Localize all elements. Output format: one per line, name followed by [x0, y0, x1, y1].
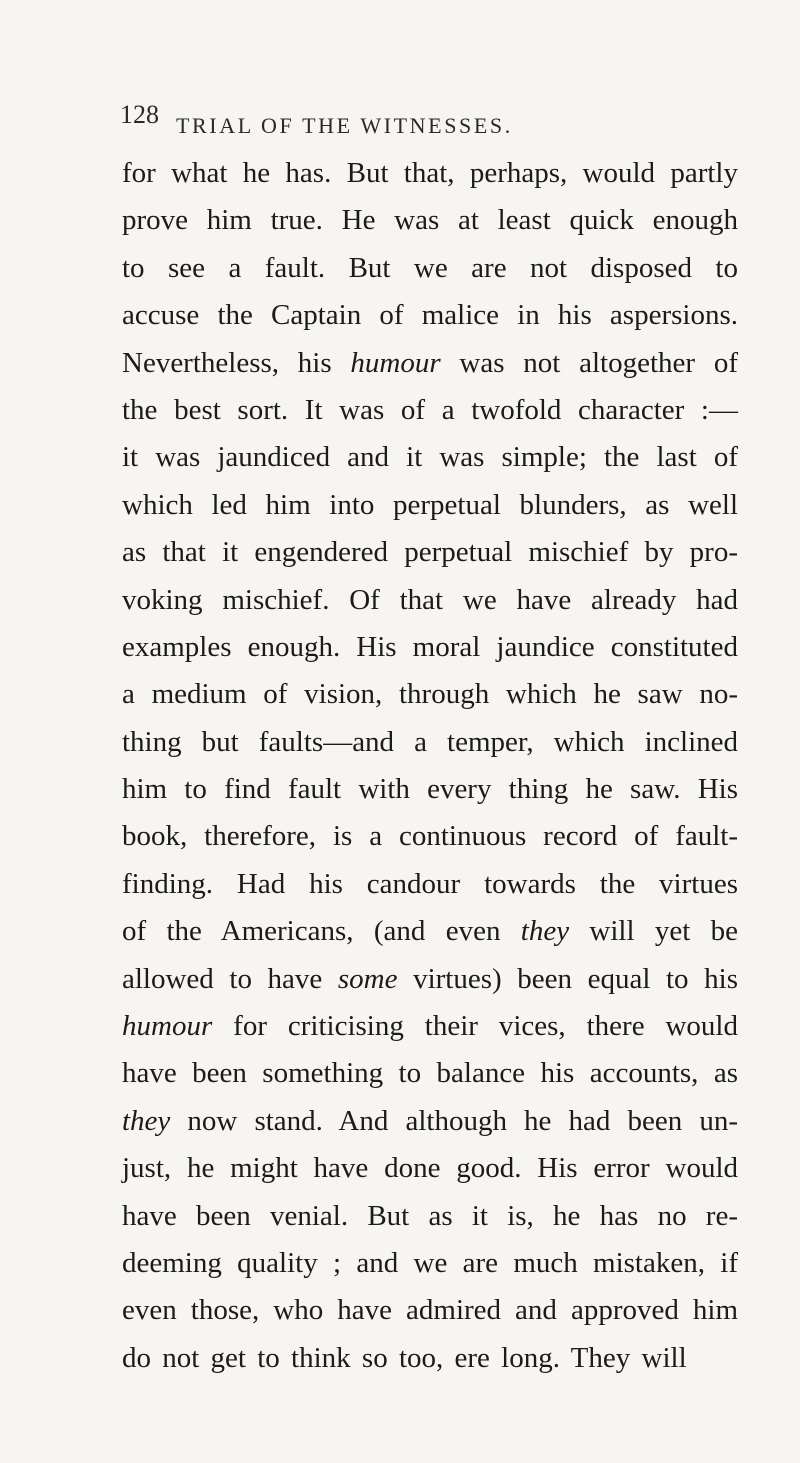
text-line-7: it was jaundiced and it was simple; the last of — [122, 441, 738, 474]
text-line-13: thing but faults—and a temper, which inclined — [122, 725, 738, 758]
text-line-5: Nevertheless, his humour was not altogether of — [122, 346, 738, 379]
text-line-25: even those, who have admired and approved him — [122, 1294, 738, 1327]
text-line-2: prove him true. He was at least quick enough — [122, 204, 738, 237]
emphasis: some — [337, 962, 398, 995]
text-line-22: just, he might have done good. His error would — [122, 1152, 738, 1185]
text-line-24: deeming quality ; and we are much mistaken, if — [122, 1246, 738, 1279]
text-line-6: the best sort. It was of a twofold character :— — [122, 393, 738, 426]
text-line-4: accuse the Captain of malice in his aspersions. — [122, 299, 738, 332]
text-line-9: as that it engendered perpetual mischief by pro- — [122, 536, 738, 569]
text-line-11: examples enough. His moral jaundice constituted — [122, 630, 738, 663]
text-line-21: they now stand. And although he had been un- — [122, 1104, 738, 1137]
text-line-23: have been venial. But as it is, he has no re- — [122, 1199, 738, 1232]
page-number: 128 — [120, 100, 159, 129]
running-title: TRIAL OF THE WITNESSES. — [176, 113, 513, 138]
text-line-20: have been something to balance his accounts, as — [122, 1057, 738, 1090]
text-line-8: which led him into perpetual blunders, as well — [122, 488, 738, 521]
text-line-18: allowed to have some virtues) been equal to his — [122, 962, 738, 995]
text-line-19: humour for criticising their vices, there would — [122, 1010, 738, 1043]
text-line-1: for what he has. But that, perhaps, would partly — [122, 157, 738, 189]
text-line-17: of the Americans, (and even they will yet be — [122, 915, 738, 948]
emphasis: humour — [122, 1010, 213, 1043]
text-line-12: a medium of vision, through which he saw no- — [122, 678, 738, 711]
text-line-16: finding. Had his candour towards the virtues — [122, 867, 738, 900]
emphasis: they — [520, 915, 570, 948]
emphasis: they — [122, 1104, 171, 1137]
text-line-15: book, therefore, is a continuous record of fault- — [122, 820, 738, 853]
text-line-3: to see a fault. But we are not disposed to — [122, 251, 738, 284]
emphasis: humour — [350, 346, 441, 379]
text-line-26: do not get to think so too, ere long. They will — [122, 1341, 687, 1374]
text-line-10: voking mischief. Of that we have already had — [122, 583, 738, 616]
text-line-14: him to find fault with every thing he saw. His — [122, 773, 738, 806]
body-text — [122, 150, 738, 1382]
